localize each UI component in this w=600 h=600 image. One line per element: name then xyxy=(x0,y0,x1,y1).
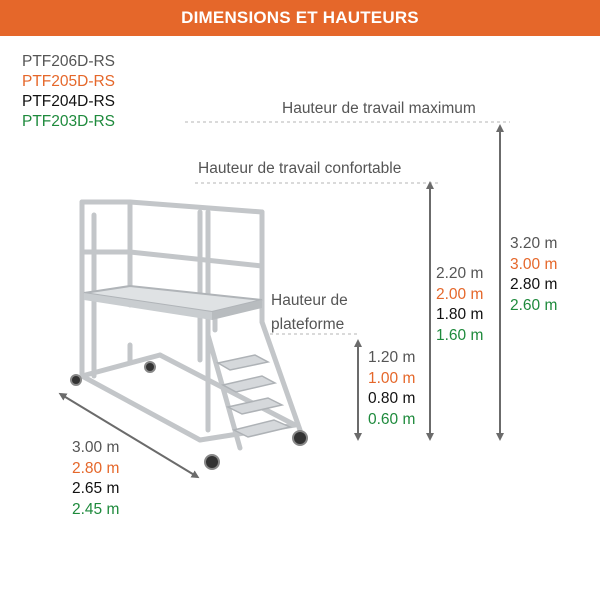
max-height-value: 2.80 m xyxy=(510,276,558,293)
comfort-height-values xyxy=(436,264,483,346)
comfort-height-value: 1.60 m xyxy=(436,326,484,344)
platform-height-value: 0.60 m xyxy=(368,410,416,428)
comfort-height-label: Hauteur de travail confortable xyxy=(198,160,402,177)
platform-height-label-line1: Hauteur de xyxy=(271,292,348,309)
model-name: PTF204D-RS xyxy=(22,93,116,110)
max-height-label: Hauteur de travail maximum xyxy=(282,100,476,117)
model-name: PTF206D-RS xyxy=(22,53,116,70)
max-height-values xyxy=(510,234,557,316)
length-value: 2.45 m xyxy=(72,500,120,518)
platform-height-values xyxy=(368,348,415,430)
length-values xyxy=(72,438,119,520)
max-height-value: 3.00 m xyxy=(510,255,558,273)
length-value: 2.65 m xyxy=(72,480,120,497)
length-value: 3.00 m xyxy=(72,439,120,456)
length-value: 2.80 m xyxy=(72,459,120,477)
model-name: PTF205D-RS xyxy=(22,73,116,90)
banner-title: DIMENSIONS ET HAUTEURS xyxy=(181,8,419,27)
max-height-value: 2.60 m xyxy=(510,296,558,314)
platform-height-value: 1.20 m xyxy=(368,349,416,366)
platform-ladder-illustration xyxy=(82,202,300,448)
comfort-height-value: 1.80 m xyxy=(436,306,484,323)
comfort-height-value: 2.20 m xyxy=(436,265,484,282)
max-height-value: 3.20 m xyxy=(510,235,558,252)
model-name: PTF203D-RS xyxy=(22,113,116,130)
platform-height-value: 1.00 m xyxy=(368,369,416,387)
platform-height-label-line2: plateforme xyxy=(271,316,345,333)
platform-height-value: 0.80 m xyxy=(368,390,416,407)
comfort-height-value: 2.00 m xyxy=(436,285,484,303)
